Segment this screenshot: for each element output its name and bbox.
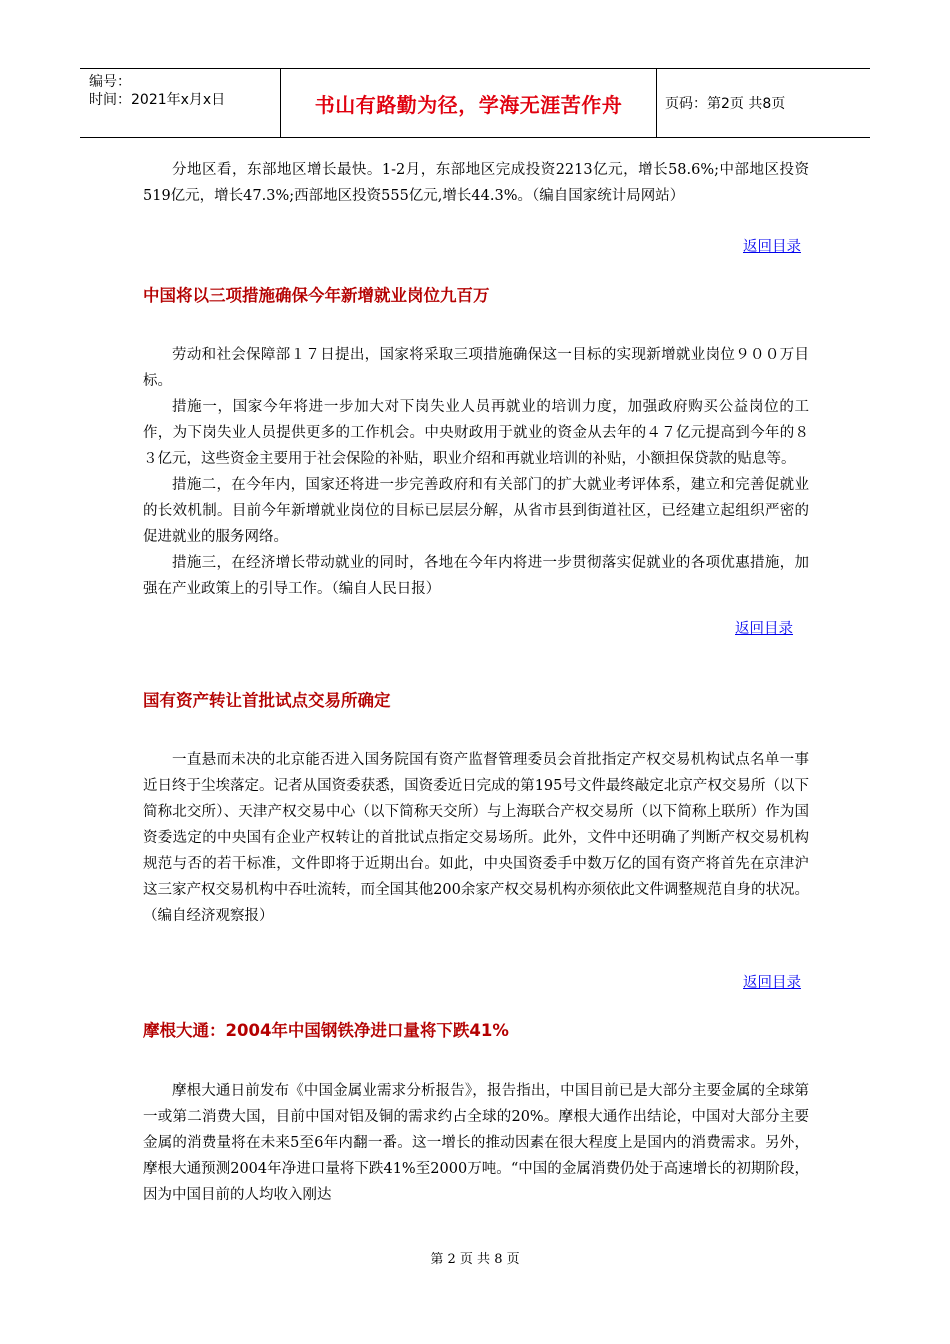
paragraph: 措施一，国家今年将进一步加大对下岗失业人员再就业的培训力度，加强政府购买公益岗位的工作，为下岗失业人员提供更多的工作机会。中央财政用于就业的资金从去年的４７亿元提高到今年的８３亿元，这些资金主要用于社会保险的补贴，职业介绍和再就业培训的补贴，小额担保贷款的贴息等。	[143, 399, 809, 467]
intro-paragraph: 分地区看，东部地区增长最快。1-2月，东部地区完成投资2213亿元，增长58.6%;中部地区投资519亿元，增长47.3%;西部地区投资555亿元,增长44.3%。（编自国家统计局网站）	[143, 162, 809, 204]
article-title-employment: 中国将以三项措施确保今年新增就业岗位九百万	[143, 286, 490, 305]
back-to-toc-link[interactable]: 返回目录	[743, 239, 801, 255]
article-title-state-assets: 国有资产转让首批试点交易所确定	[143, 691, 391, 710]
back-to-toc-link[interactable]: 返回目录	[743, 975, 801, 991]
paragraph: 措施三，在经济增长带动就业的同时，各地在今年内将进一步贯彻落实促就业的各项优惠措施，加强在产业政策上的引导工作。（编自人民日报）	[143, 555, 809, 597]
article-body-steel-imports: 摩根大通日前发布《中国金属业需求分析报告》，报告指出，中国目前已是大部分主要金属的全球第一或第二消费大国，目前中国对铝及铜的需求约占全球的20%。摩根大通作出结论，中国对大部分主要金属的消费量将在未来5至6年内翻一番。这一增长的推动因素在很大程度上是国内的消费需求。另外，摩根大通预测2004年净进口量将下跌41%至2000万吨。“中国的金属消费仍处于高速增长的初期阶段，因为中国目前的人均收入刚达	[143, 1083, 809, 1203]
back-to-toc-link[interactable]: 返回目录	[735, 621, 793, 637]
article-body-state-assets: 一直悬而未决的北京能否进入国务院国有资产监督管理委员会首批指定产权交易机构试点名单一事近日终于尘埃落定。记者从国资委获悉，国资委近日完成的第195号文件最终敲定北京产权交易所（以下简称北交所）、天津产权交易中心（以下简称天交所）与上海联合产权交易所（以下简称上联所）作为国资委选定的中央国有企业产权转让的首批试点指定交易场所。此外，文件中还明确了判断产权交易机构规范与否的若干标准，文件即将于近期出台。如此，中央国资委手中数万亿的国有资产将首先在京津沪这三家产权交易机构中吞吐流转，而全国其他200余家产权交易机构亦须依此文件调整规范自身的状况。（编自经济观察报）	[143, 752, 809, 924]
page-footer: 第 2 页 共 8 页	[430, 1252, 520, 1267]
paragraph: 劳动和社会保障部１７日提出，国家将采取三项措施确保这一目标的实现新增就业岗位９００万目标。	[143, 347, 809, 389]
article-body-employment	[143, 342, 809, 602]
header-motto: 书山有路勤为径，学海无涯苦作舟	[280, 69, 657, 137]
header-info	[80, 69, 280, 137]
page-header	[80, 68, 870, 138]
header-page-number: 页码：第2页 共8页	[665, 96, 786, 112]
doc-date: 时间：2021年x月x日	[89, 92, 226, 108]
doc-code-label: 编号：	[89, 74, 131, 90]
paragraph: 措施二，在今年内，国家还将进一步完善政府和有关部门的扩大就业考评体系，建立和完善促就业的长效机制。目前今年新增就业岗位的目标已层层分解，从省市县到街道社区，已经建立起组织严密的促进就业的服务网络。	[143, 477, 809, 545]
article-title-steel-imports: 摩根大通：2004年中国钢铁净进口量将下跌41%	[143, 1021, 509, 1040]
